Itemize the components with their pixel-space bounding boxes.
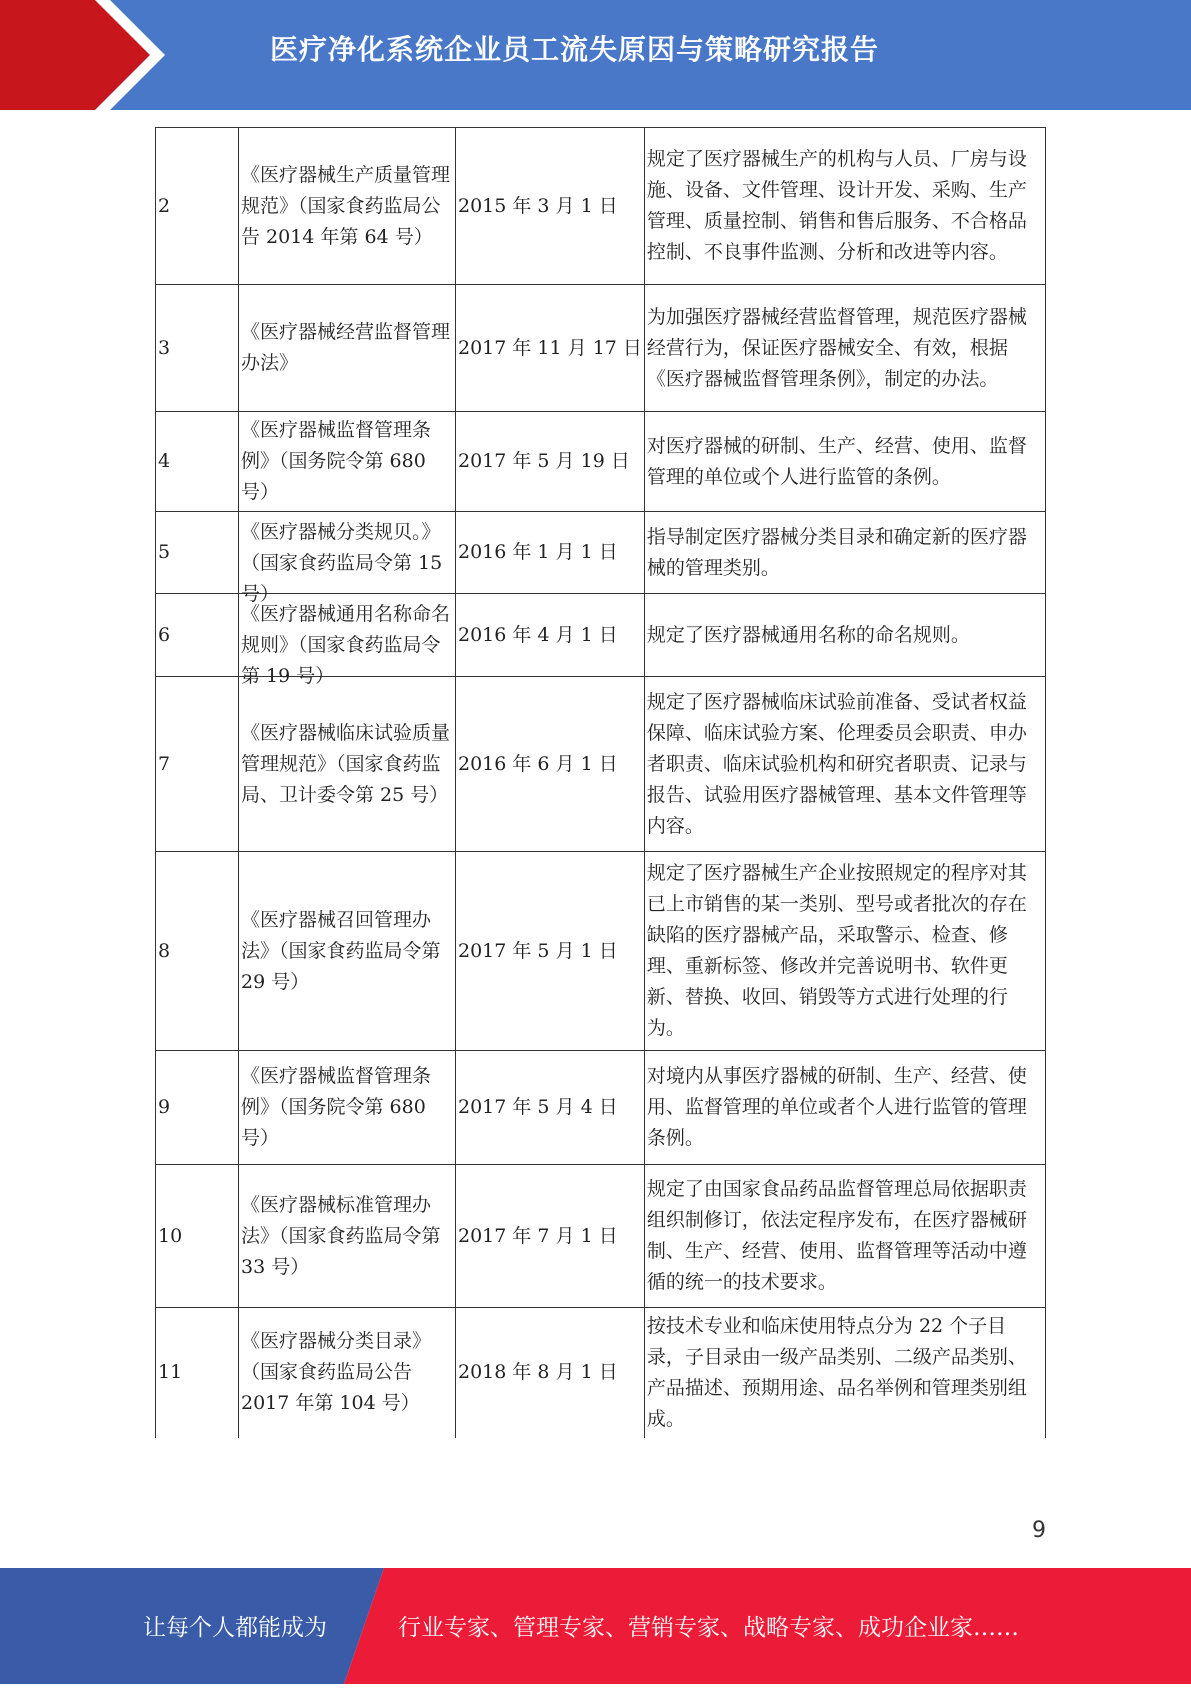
footer-slogan-right: 行业专家、管理专家、营销专家、战略专家、成功企业家…… bbox=[398, 1615, 1019, 1641]
page-number: 9 bbox=[1032, 1518, 1046, 1543]
regulation-name: 《医疗器械分类目录》（国家食药监局公告 2017 年第 104 号） bbox=[239, 1308, 456, 1438]
regulation-name: 《医疗器械标准管理办法》（国家食药监局令第 33 号） bbox=[239, 1165, 456, 1308]
table-row bbox=[156, 285, 1046, 412]
row-number: 2 bbox=[156, 128, 239, 285]
regulation-description: 为加强医疗器械经营监督管理，规范医疗器械经营行为，保证医疗器械安全、有效，根据《医疗器械监督管理条例》，制定的办法。 bbox=[644, 285, 1045, 412]
table-row bbox=[156, 128, 1046, 285]
regulation-description: 指导制定医疗器械分类目录和确定新的医疗器械的管理类别。 bbox=[644, 512, 1045, 594]
row-number: 11 bbox=[156, 1308, 239, 1438]
regulation-name: 《医疗器械经营监督管理办法》 bbox=[239, 285, 456, 412]
footer-slogan-left: 让每个人都能成为 bbox=[143, 1615, 327, 1641]
table-row bbox=[156, 852, 1046, 1051]
regulation-description: 按技术专业和临床使用特点分为 22 个子目录，子目录由一级产品类别、二级产品类别、产品描述、预期用途、品名举例和管理类别组成。 bbox=[644, 1308, 1045, 1438]
regulation-name: 《医疗器械临床试验质量管理规范》（国家食药监局、卫计委令第 25 号） bbox=[239, 677, 456, 852]
regulation-name: 《医疗器械监督管理条例》（国务院令第 680 号） bbox=[239, 412, 456, 512]
regulation-name: 《医疗器械生产质量管理规范》（国家食药监局公告 2014 年第 64 号） bbox=[239, 128, 456, 285]
effective-date: 2017 年 7 月 1 日 bbox=[456, 1165, 645, 1308]
row-number: 3 bbox=[156, 285, 239, 412]
row-number: 7 bbox=[156, 677, 239, 852]
regulation-name: 《医疗器械召回管理办法》（国家食药监局令第 29 号） bbox=[239, 852, 456, 1051]
regulation-name: 《医疗器械通用名称命名规则》（国家食药监局令第 19 号） bbox=[241, 602, 451, 687]
regulation-description: 规定了医疗器械通用名称的命名规则。 bbox=[644, 594, 1045, 677]
effective-date: 2017 年 5 月 4 日 bbox=[456, 1051, 645, 1165]
regulation-description: 规定了由国家食品药品监督管理总局依据职责组织制修订，依法定程序发布，在医疗器械研制、生产、经营、使用、监督管理等活动中遵循的统一的技术要求。 bbox=[644, 1165, 1045, 1308]
table-row bbox=[156, 512, 1046, 594]
regulation-description: 规定了医疗器械临床试验前准备、受试者权益保障、临床试验方案、伦理委员会职责、申办者职责、临床试验机构和研究者职责、记录与报告、试验用医疗器械管理、基本文件管理等内容。 bbox=[644, 677, 1045, 852]
regulation-description: 对境内从事医疗器械的研制、生产、经营、使用、监督管理的单位或者个人进行监管的管理条例。 bbox=[644, 1051, 1045, 1165]
regulation-name: 《医疗器械监督管理条例》（国务院令第 680 号） bbox=[239, 1051, 456, 1165]
effective-date: 2017 年 5 月 19 日 bbox=[456, 412, 645, 512]
regulations-table bbox=[155, 127, 1046, 1438]
page-footer bbox=[0, 1568, 1191, 1684]
row-number: 6 bbox=[156, 594, 239, 677]
table-row bbox=[156, 1051, 1046, 1165]
effective-date: 2016 年 4 月 1 日 bbox=[456, 594, 645, 677]
table-row bbox=[156, 594, 1046, 677]
effective-date: 2016 年 1 月 1 日 bbox=[456, 512, 645, 594]
row-number: 5 bbox=[156, 512, 239, 594]
table-row bbox=[156, 412, 1046, 512]
effective-date: 2016 年 6 月 1 日 bbox=[456, 677, 645, 852]
page-header bbox=[0, 0, 1191, 110]
effective-date: 2018 年 8 月 1 日 bbox=[456, 1308, 645, 1438]
row-number: 9 bbox=[156, 1051, 239, 1165]
table-row bbox=[156, 1165, 1046, 1308]
row-number: 10 bbox=[156, 1165, 239, 1308]
document-title: 医疗净化系统企业员工流失原因与策略研究报告 bbox=[270, 33, 880, 66]
table-row bbox=[156, 677, 1046, 852]
regulation-description: 规定了医疗器械生产的机构与人员、厂房与设施、设备、文件管理、设计开发、采购、生产管理、质量控制、销售和售后服务、不合格品控制、不良事件监测、分析和改进等内容。 bbox=[644, 128, 1045, 285]
row-number: 4 bbox=[156, 412, 239, 512]
effective-date: 2017 年 11 月 17 日 bbox=[456, 285, 645, 412]
table-row bbox=[156, 1308, 1046, 1438]
effective-date: 2017 年 5 月 1 日 bbox=[456, 852, 645, 1051]
regulation-name: 《医疗器械分类规贝。》（国家食药监局令第 15 号） bbox=[241, 520, 443, 605]
effective-date: 2015 年 3 月 1 日 bbox=[456, 128, 645, 285]
row-number: 8 bbox=[156, 852, 239, 1051]
regulation-description: 规定了医疗器械生产企业按照规定的程序对其已上市销售的某一类别、型号或者批次的存在缺陷的医疗器械产品，采取警示、检查、修理、重新标签、修改并完善说明书、软件更新、替换、收回、销毁等方式进行处理的行为。 bbox=[644, 852, 1045, 1051]
regulation-description: 对医疗器械的研制、生产、经营、使用、监督管理的单位或个人进行监管的条例。 bbox=[644, 412, 1045, 512]
